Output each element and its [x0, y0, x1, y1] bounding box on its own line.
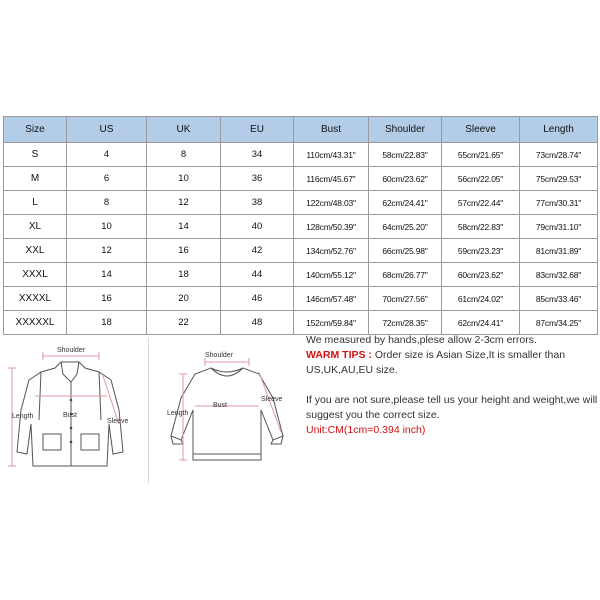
sweater-sleeve-label: Sleeve [261, 396, 283, 403]
table-cell: 55cm/21.65'' [442, 143, 520, 167]
jacket-diagram [3, 340, 141, 480]
table-row [4, 167, 598, 191]
table-cell: S [4, 143, 67, 167]
table-cell: 16 [147, 239, 221, 263]
table-row [4, 287, 598, 311]
table-cell: XXL [4, 239, 67, 263]
table-cell: 46 [221, 287, 294, 311]
table-cell: 12 [147, 191, 221, 215]
table-cell: 38 [221, 191, 294, 215]
table-cell: 56cm/22.05'' [442, 167, 520, 191]
table-cell: 128cm/50.39'' [294, 215, 369, 239]
table-cell: 85cm/33.46'' [520, 287, 598, 311]
table-cell: 48 [221, 311, 294, 335]
table-cell: 14 [147, 215, 221, 239]
size-chart [3, 116, 597, 335]
table-cell: 73cm/28.74'' [520, 143, 598, 167]
header-sleeve: Sleeve [442, 117, 520, 143]
table-cell: 87cm/34.25'' [520, 311, 598, 335]
table-cell: 62cm/24.41'' [442, 311, 520, 335]
table-cell: 110cm/43.31'' [294, 143, 369, 167]
illustration-divider [148, 338, 149, 483]
sweater-shoulder-label: Shoulder [205, 352, 234, 359]
unit-note: Unit:CM(1cm=0.394 inch) [306, 424, 426, 436]
table-cell: 20 [147, 287, 221, 311]
table-cell: 83cm/32.68'' [520, 263, 598, 287]
warm-tips [306, 348, 598, 378]
size-table [3, 116, 598, 335]
table-cell: 68cm/26.77'' [369, 263, 442, 287]
table-cell: 10 [67, 215, 147, 239]
table-cell: 134cm/52.76'' [294, 239, 369, 263]
table-row [4, 215, 598, 239]
header-length: Length [520, 117, 598, 143]
header-bust: Bust [294, 117, 369, 143]
table-cell: 42 [221, 239, 294, 263]
jacket-shoulder-label: Shoulder [57, 347, 86, 354]
table-cell: XXXXL [4, 287, 67, 311]
table-cell: 14 [67, 263, 147, 287]
table-body [4, 143, 598, 335]
table-cell: 58cm/22.83'' [369, 143, 442, 167]
table-cell: 122cm/48.03'' [294, 191, 369, 215]
sweater-illustration [155, 340, 298, 480]
header-uk: UK [147, 117, 221, 143]
table-cell: 81cm/31.89'' [520, 239, 598, 263]
sweater-length-label: Length [167, 410, 189, 417]
sweater-bust-label: Bust [213, 402, 228, 409]
table-cell: M [4, 167, 67, 191]
table-cell: XXXXXL [4, 311, 67, 335]
table-cell: XXXL [4, 263, 67, 287]
table-cell: L [4, 191, 67, 215]
table-cell: 79cm/31.10'' [520, 215, 598, 239]
table-cell: 22 [147, 311, 221, 335]
table-cell: 6 [67, 167, 147, 191]
table-cell: XL [4, 215, 67, 239]
table-row [4, 143, 598, 167]
table-row [4, 239, 598, 263]
table-cell: 4 [67, 143, 147, 167]
jacket-illustration [3, 340, 141, 480]
measure-note: We measured by hands,plese allow 2-3cm errors. [306, 334, 537, 346]
jacket-bust-label: Bust [63, 412, 78, 419]
table-cell: 8 [67, 191, 147, 215]
table-cell: 12 [67, 239, 147, 263]
header-size: Size [4, 117, 67, 143]
sizing-notes [306, 333, 598, 438]
table-cell: 8 [147, 143, 221, 167]
table-cell: 70cm/27.56'' [369, 287, 442, 311]
table-cell: 18 [147, 263, 221, 287]
table-cell: 40 [221, 215, 294, 239]
table-cell: 61cm/24.02'' [442, 287, 520, 311]
header-eu: EU [221, 117, 294, 143]
table-cell: 152cm/59.84'' [294, 311, 369, 335]
table-cell: 34 [221, 143, 294, 167]
table-cell: 77cm/30.31'' [520, 191, 598, 215]
jacket-sleeve-label: Sleeve [107, 418, 129, 425]
table-cell: 72cm/28.35'' [369, 311, 442, 335]
header-us: US [67, 117, 147, 143]
table-cell: 60cm/23.62'' [442, 263, 520, 287]
table-cell: 66cm/25.98'' [369, 239, 442, 263]
table-row [4, 311, 598, 335]
table-cell: 60cm/23.62'' [369, 167, 442, 191]
table-cell: 58cm/22.83'' [442, 215, 520, 239]
header-shoulder: Shoulder [369, 117, 442, 143]
table-cell: 146cm/57.48'' [294, 287, 369, 311]
table-cell: 57cm/22.44'' [442, 191, 520, 215]
table-cell: 64cm/25.20'' [369, 215, 442, 239]
table-cell: 44 [221, 263, 294, 287]
table-cell: 18 [67, 311, 147, 335]
table-cell: 36 [221, 167, 294, 191]
table-cell: 75cm/29.53'' [520, 167, 598, 191]
warm-tips-label: WARM TIPS : [306, 349, 372, 361]
jacket-length-label: Length [12, 413, 34, 420]
table-row [4, 191, 598, 215]
table-header-row [4, 117, 598, 143]
table-cell: 16 [67, 287, 147, 311]
table-cell: 62cm/24.41'' [369, 191, 442, 215]
table-cell: 10 [147, 167, 221, 191]
suggestion-note: If you are not sure,please tell us your height and weight,we will suggest you the correct size. [306, 394, 598, 421]
table-cell: 140cm/55.12'' [294, 263, 369, 287]
table-row [4, 263, 598, 287]
warm-tips-text: Order size is Asian Size,It is smaller than US,UK,AU,EU size. [306, 349, 566, 376]
table-cell: 116cm/45.67'' [294, 167, 369, 191]
table-cell: 59cm/23.23'' [442, 239, 520, 263]
